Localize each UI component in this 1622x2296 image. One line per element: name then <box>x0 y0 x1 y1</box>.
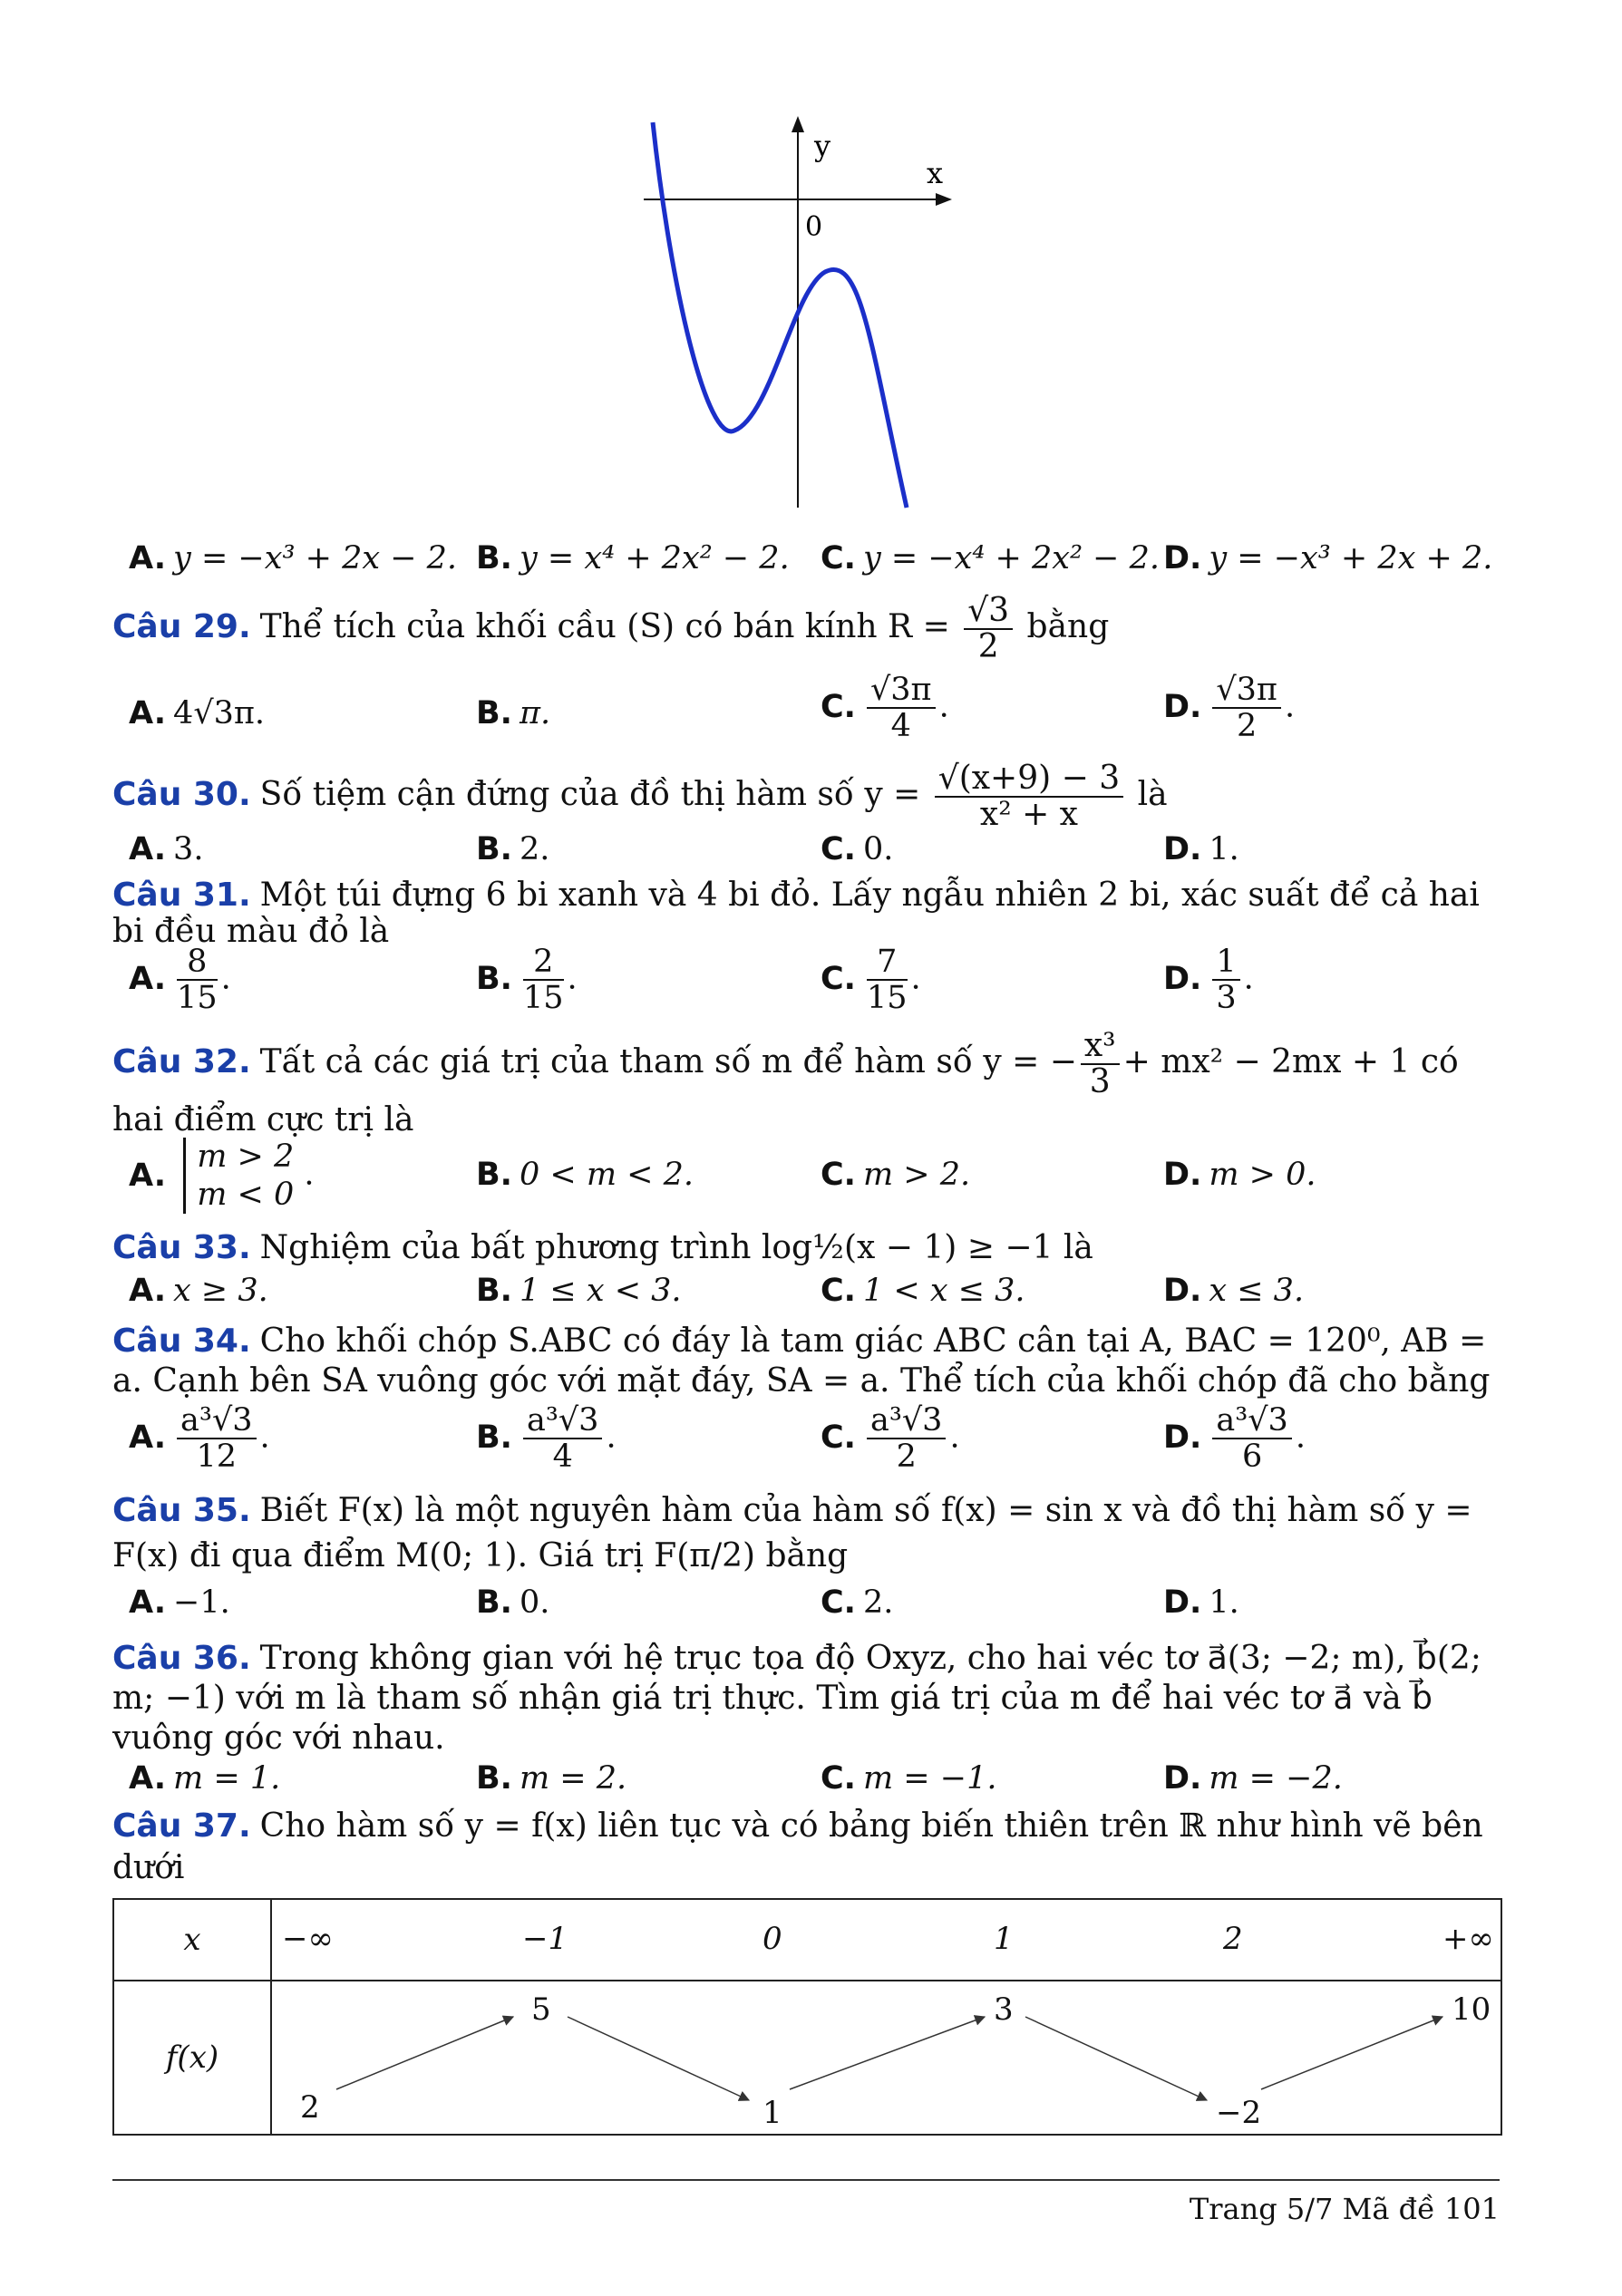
q32-option-a[interactable]: A. m > 2 m < 0 . <box>129 1138 315 1213</box>
question-31: Câu 31. Một túi đựng 6 bi xanh và 4 bi đỏ. Lấy ngẫu nhiên 2 bi, xác suất để cả hai bi đều màu đỏ là <box>112 877 1480 950</box>
question-34: Câu 34. Cho khối chóp S.ABC có đáy là tam giác ABC cân tại A, BAC = 120⁰, AB = a. Cạnh bên SA vuông góc với mặt đáy, SA = a. Thể tích của khối chóp đã cho bằng <box>112 1322 1491 1400</box>
q32-option-b[interactable]: B. 0 < m < 2. <box>476 1157 694 1193</box>
q35-option-d[interactable]: D. 1. <box>1163 1584 1239 1621</box>
question-37: Câu 37. Cho hàm số y = f(x) liên tục và có bảng biến thiên trên ℝ như hình vẽ bên dưới <box>112 1807 1483 1886</box>
q29-option-d[interactable]: D. $\frac{√3\pi}{2}$ . <box>1163 672 1296 744</box>
x-value: −∞ <box>282 1921 334 1957</box>
f-value: −2 <box>1216 2095 1262 2131</box>
q29-option-a[interactable]: A. 4√3π. <box>129 695 266 731</box>
q28-option-a[interactable]: A. y = −x³ + 2x − 2. <box>129 540 458 576</box>
q36-option-b[interactable]: B. m = 2. <box>476 1760 627 1797</box>
q30-option-a[interactable]: A. 3. <box>129 831 204 867</box>
page-footer: Trang 5/7 Mã đề 101 <box>1189 2192 1500 2226</box>
q30-option-b[interactable]: B. 2. <box>476 831 550 867</box>
q31-option-b[interactable]: B. $\frac{2}{15}$ . <box>476 944 578 1016</box>
arrow-down-2 <box>1025 2017 1207 2100</box>
q29-option-c[interactable]: C. $\frac{√3\pi}{4}$ . <box>821 672 949 744</box>
q32-option-d[interactable]: D. m > 0. <box>1163 1157 1316 1193</box>
q32-option-c[interactable]: C. m > 2. <box>821 1157 971 1193</box>
q28-option-d[interactable]: D. y = −x³ + 2x + 2. <box>1163 540 1493 576</box>
q30-option-d[interactable]: D. 1. <box>1163 831 1239 867</box>
q31-option-c[interactable]: C. $\frac{7}{15}$ . <box>821 944 921 1016</box>
f-header-cell: f(x) <box>113 1981 271 2135</box>
q34-option-a[interactable]: A. $\frac{\text{a³√3}}{12}$ . <box>129 1402 270 1475</box>
x-value: 2 <box>1223 1921 1243 1957</box>
cubic-graph <box>635 109 961 517</box>
q31-option-a[interactable]: A. $\frac{8}{15}$ . <box>129 944 231 1016</box>
x-values-row <box>271 1899 1501 1981</box>
q31-option-d[interactable]: D. $\frac{1}{3}$ . <box>1163 944 1254 1016</box>
question-29: Câu 29. Thể tích của khối cầu (S) có bán kính R = $\frac{√3}{2}$ bằng <box>112 592 1110 665</box>
question-35: Câu 35. Biết F(x) là một nguyên hàm của hàm số f(x) = sin x và đồ thị hàm số y = F(x) đi qua điểm M(0; 1). Giá trị F(π/2) bằng <box>112 1492 1472 1574</box>
arrow-up-2 <box>790 2017 985 2089</box>
f-value: 3 <box>994 1991 1014 2028</box>
x-value: −1 <box>522 1921 568 1957</box>
f-value: 10 <box>1452 1991 1491 2028</box>
cubic-curve <box>653 122 907 508</box>
question-32: Câu 32. Tất cả các giá trị của tham số m để hàm số y = − $\frac{\text{x³}}{3}$ + mx² − 2mx + 1 có hai điểm cực trị là <box>112 1027 1459 1138</box>
question-30: Câu 30. Số tiệm cận đứng của đồ thị hàm số y = $\frac{√(x+9) - 3}{\text{x² + x}}$ là <box>112 760 1168 833</box>
x-value: 0 <box>762 1921 782 1957</box>
q36-option-c[interactable]: C. m = −1. <box>821 1760 997 1797</box>
f-value: 5 <box>531 1991 551 2028</box>
arrow-up-1 <box>336 2017 513 2089</box>
q34-option-b[interactable]: B. $\frac{\text{a³√3}}{4}$ . <box>476 1402 617 1475</box>
x-axis-arrow-icon <box>936 193 952 206</box>
q30-option-c[interactable]: C. 0. <box>821 831 894 867</box>
variation-table <box>112 1898 1502 2136</box>
q34-option-d[interactable]: D. $\frac{\text{a³√3}}{6}$ . <box>1163 1402 1306 1475</box>
question-36: Câu 36. Trong không gian với hệ trục tọa độ Oxyz, cho hai véc tơ a⃗(3; −2; m), b⃗(2; m; −1) với m là tham số nhận giá trị thực. Tìm giá trị của m để hai véc tơ a⃗ và b⃗ vuông góc với nhau. <box>112 1640 1481 1757</box>
f-value: 1 <box>762 2095 782 2131</box>
q35-option-b[interactable]: B. 0. <box>476 1584 550 1621</box>
y-axis-label: y <box>814 129 831 163</box>
question-33: Câu 33. Nghiệm của bất phương trình log½(x − 1) ≥ −1 là <box>112 1229 1093 1266</box>
q32-bracket: m > 2 m < 0 <box>183 1138 294 1214</box>
x-axis-label: x <box>927 156 944 190</box>
y-axis-arrow-icon <box>792 116 804 132</box>
radius-fraction: $\frac{√3}{2}$ <box>964 594 1013 664</box>
variation-arrows <box>273 1982 1506 2133</box>
q36-option-a[interactable]: A. m = 1. <box>129 1760 281 1797</box>
f-value: 2 <box>300 2089 320 2126</box>
f-values-row <box>271 1981 1501 2135</box>
q28-option-c[interactable]: C. y = −x⁴ + 2x² − 2. <box>821 540 1161 576</box>
q33-option-b[interactable]: B. 1 ≤ x < 3. <box>476 1273 682 1309</box>
q33-option-a[interactable]: A. x ≥ 3. <box>129 1273 268 1309</box>
q33-option-c[interactable]: C. 1 < x ≤ 3. <box>821 1273 1025 1309</box>
arrow-down-1 <box>568 2017 749 2100</box>
footer-divider <box>112 2179 1500 2181</box>
origin-label: 0 <box>805 211 823 243</box>
q29-option-b[interactable]: B. π. <box>476 695 551 731</box>
x-value: 1 <box>994 1921 1014 1957</box>
q33-option-d[interactable]: D. x ≤ 3. <box>1163 1273 1305 1309</box>
q35-option-c[interactable]: C. 2. <box>821 1584 894 1621</box>
function-fraction: $\frac{√(x+9) - 3}{\text{x² + x}}$ <box>935 761 1123 832</box>
q28-option-b[interactable]: B. y = x⁴ + 2x² − 2. <box>476 540 790 576</box>
x-header-cell: x <box>113 1899 271 1981</box>
x-value: +∞ <box>1442 1921 1494 1957</box>
q35-option-a[interactable]: A. −1. <box>129 1584 230 1621</box>
q34-option-c[interactable]: C. $\frac{\text{a³√3}}{2}$ . <box>821 1402 960 1475</box>
arrow-up-3 <box>1261 2017 1442 2089</box>
q36-option-d[interactable]: D. m = −2. <box>1163 1760 1343 1797</box>
